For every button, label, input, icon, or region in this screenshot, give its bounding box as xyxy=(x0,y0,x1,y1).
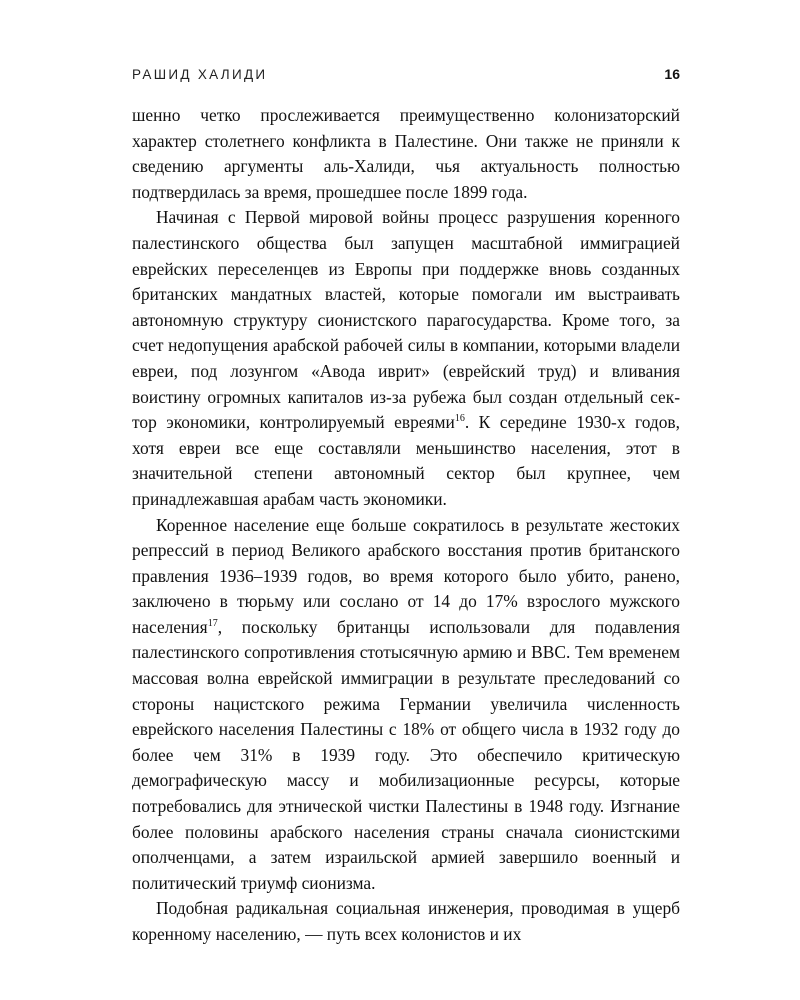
paragraph-text: Коренное население еще больше сократилось в результате жестоких репрессий в период Великого арабского восстания против британского правления 1936–1939 годов, во время которого было убито, ранено, заключено в тюрьму или сослано от 14 до 17% взрослого мужского населения xyxy=(132,514,680,637)
footnote-marker[interactable]: 16 xyxy=(454,413,465,425)
paragraph-text: , поскольку британцы использовали для подавления палестинского сопротивления стотысячную армию и ВВС. Тем временем массовая волна еврейской иммиграции в результате преследований со стороны нацистского режима Германии увеличила численность еврейского населения Палестины с 18% от общего числа в 1932 году до более чем 31% в 1939 году. Это обеспечило критическую демографическую массу и мобилизационные ресурсы, которые потребовались для этнической чистки Палестины в 1948 году. Изгнание более половины арабского населения страны сначала сионистскими ополченцами, а затем израильской армией завершило военный и политический триумф сионизма. xyxy=(132,616,680,893)
page-number: 16 xyxy=(664,66,680,82)
book-page xyxy=(132,66,680,948)
paragraph xyxy=(132,896,680,947)
paragraph-text: Подобная радикальная социальная инженерия, проводимая в ущерб коренному населению, — путь всех колонистов и их xyxy=(132,898,680,944)
paragraph-continuation xyxy=(132,103,680,205)
running-header xyxy=(132,66,680,92)
paragraph xyxy=(132,205,680,512)
paragraph-text: шенно четко прослеживается преимущественно колонизаторский характер столетнего конфликта в Палестине. Они также не приняли к сведению аргументы аль-Халиди, чья актуальность полностью подтвердилась за время, прошедшее после 1899 года. xyxy=(132,105,680,202)
body-text xyxy=(132,103,680,948)
paragraph xyxy=(132,513,680,897)
paragraph-text: Начиная с Первой мировой войны процесс разрушения коренного палестинского общества был запущен масштабной иммиграцией еврейских переселенцев из Европы при поддержке вновь созданных британских мандатных властей, которые помогали им выстраивать автономную структуру сионистского парагосударства. Кроме того, за счет недопущения арабской рабочей силы в компании, которыми владели евреи, под лозунгом «Авода иврит» (еврейский труд) и вливания воистину огромных капиталов из-за рубежа был создан отдельный сектор экономики, контролируемый евреями xyxy=(132,207,680,433)
running-head-author: РАШИД ХАЛИДИ xyxy=(132,67,268,82)
footnote-marker[interactable]: 17 xyxy=(207,617,218,629)
paragraph-text: . К середине 1930-х годов, хотя евреи все еще составляли меньшинство населения, этот в значительной степени автономный сектор был крупнее, чем принадлежавшая арабам часть экономики. xyxy=(132,412,680,509)
